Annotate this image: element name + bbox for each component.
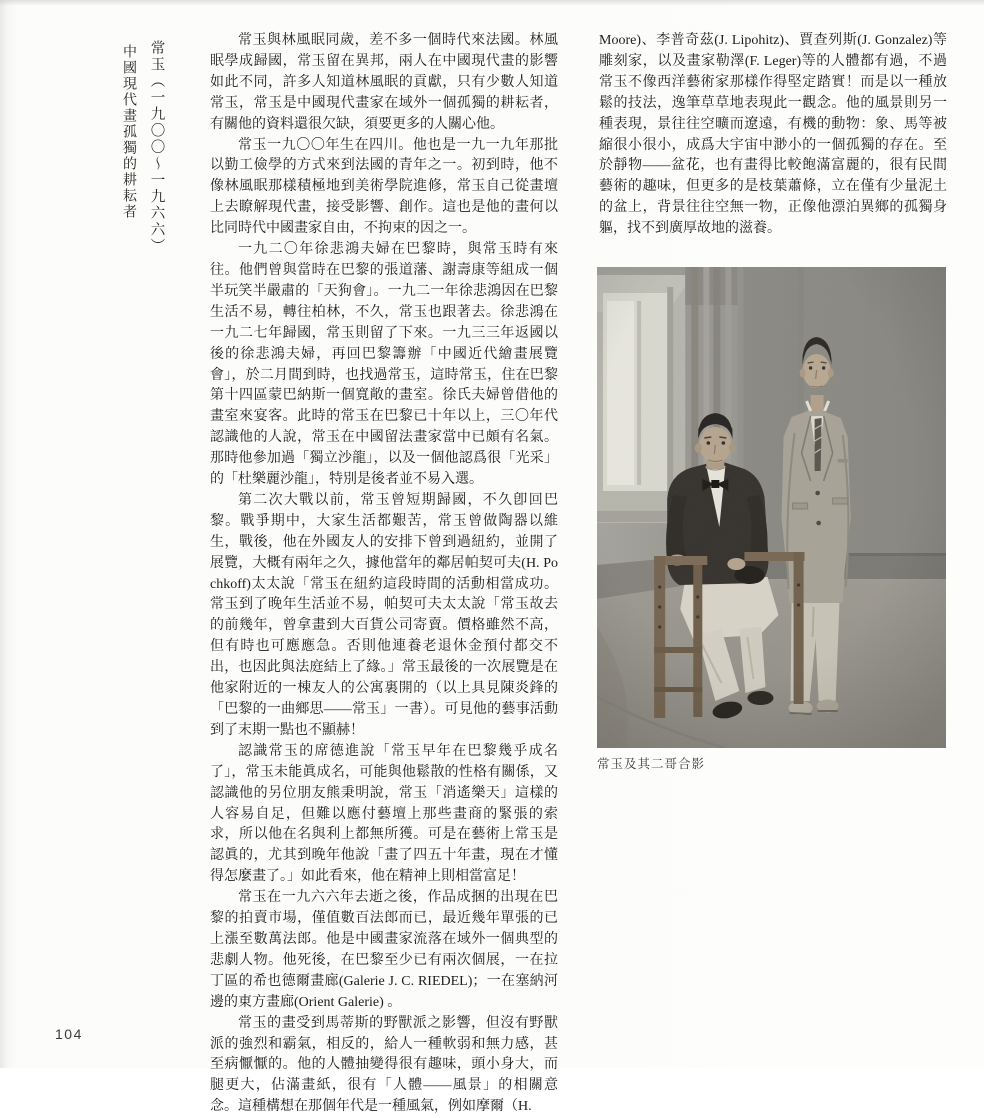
paragraph-3: 一九二〇年徐悲鴻夫婦在巴黎時，與常玉時有來往。他們曾與當時在巴黎的張道藩、謝壽康等組成一個半玩笑半嚴肅的「天狗會」。一九二一年徐悲鴻因在巴黎生活不易，轉往柏林，不久，常玉也跟著去。徐悲鴻在一九二七年歸國，常玉則留了下來。一九三三年返國以後的徐悲鴻夫婦，再回巴黎籌辦「中國近代繪畫展覽會」，於二月間到時，也找過常玉，這時常玉，住在巴黎第十四區蒙巴納斯一個寬敞的畫室。徐氏夫婦曾借他的畫室來宴客。此時的常玉在巴黎已十年以上，三〇年代認識他的人說，常玉在中國留法畫家當中已頗有名氣。那時他參加過「獨立沙龍」，以及一個他認爲很「光采」的「杜樂麗沙龍」，特別是後者並不易入選。 [210, 242, 558, 488]
photo-sanyu-and-brother [597, 267, 946, 748]
paragraph-7: 常玉的畫受到馬蒂斯的野獸派之影響，但沒有野獸派的強烈和霸氣，相反的，給人一種軟弱和無力感，甚至病懨懨的。他的人體抽變得很有趣味，頭小身大，而腿更大，佔滿畫紙，很有「人體——風景」的相關意念。這種構想在那個年代是一種風氣，例如摩爾（H. [210, 1015, 558, 1115]
paragraph-8-continuation: Moore)、李普奇茲(J. Lipohitz)、賈查列斯(J. Gonzalez)等雕刻家，以及畫家勒澤(F. Leger)等的人體都有過，不過常玉不像西洋藝術家那樣作得堅定踏實！而是以一種放鬆的技法，逸筆草草地表現此一觀念。他的風景則另一種表現，景往往空曠而遼遠，有機的動物：象、馬等被縮很小很小，成爲大宇宙中渺小的一個孤獨的存在。至於靜物——盆花，也有畫得比較飽滿富麗的，很有民間藝術的趣味，但更多的是枝葉蕭條，立在僅有少量泥土的盆上，背景往往空無一物，正像他漂泊異鄉的孤獨身軀，找不到廣厚故地的滋養。 [599, 33, 947, 237]
photo-caption: 常玉及其二哥合影 [597, 757, 706, 771]
right-text-column [599, 31, 947, 240]
paragraph-1: 常玉與林風眠同歲，差不多一個時代來法國。林風眠學成歸國，常玉留在異邦，兩人在中國現代畫的影響如此不同，許多人知道林風眠的貢獻，只有少數人知道常玉，常玉是中國現代畫家在域外一個孤獨的耕耘者，有關他的資料還很欠缺，須要更多的人關心他。 [210, 33, 558, 132]
paragraph-2: 常玉一九〇〇年生在四川。他也是一九一九年那批以勤工儉學的方式來到法國的青年之一。初到時，他不像林風眠那樣積極地到美術學院進修，常玉自己從畫壇上去瞭解現代畫，接受影響、創作。這也是他的畫何以比同時代中國畫家自由，不拘束的因之一。 [210, 137, 558, 237]
article-subtitle-vertical: 中國現代畫孤獨的耕耘者 [121, 44, 136, 220]
paragraph-4: 第二次大戰以前，常玉曾短期歸國，不久卽回巴黎。戰爭期中，大家生活都艱苦，常玉曾做陶器以維生，戰後，他在外國友人的安排下曾到過紐約，並開了展覽，大概有兩年之久，據他當年的鄰居帕契可夫(H. Pochkoff)太太說「常玉在紐約這段時間的活動相當成功。常玉到了晚年生活並不易，帕契可夫太太說「常玉故去的前幾年，曾拿畫到大百貨公司寄賣。價格雖然不高，但有時也可應應急。否則他連養老退休金預付都交不出，也因此與法庭結上了緣。」常玉最後的一次展覽是在他家附近的一棟友人的公寓裏開的（以上具見陳炎鋒的「巴黎的一曲鄉思——常玉」一書）。可見他的藝事活動到了末期一點也不顯赫！ [210, 492, 558, 738]
article-title-vertical: 常玉（一九〇〇～一九六六） [148, 40, 165, 255]
left-text-column [210, 31, 558, 1115]
figure-sanyu-photo [597, 267, 946, 772]
paragraph-6: 常玉在一九六六年去逝之後，作品成捆的出現在巴黎的拍賣市場，僅值數百法郎而已，最近幾年單張的已上漲至數萬法郎。他是中國畫家流落在域外一個典型的悲劇人物。他死後，在巴黎至少已有兩次個展，一在拉丁區的希也德爾畫廊(Galerie J. C. RIEDEL)；一在塞納河邊的東方畫廊(Orient Galerie) 。 [210, 890, 558, 1010]
paragraph-5: 認識常玉的席德進說「常玉早年在巴黎幾乎成名了」，常玉未能眞成名，可能與他鬆散的性格有關係，又認識他的另位朋友熊秉明說，常玉「消遙樂天」這樣的人容易自足，但難以應付藝壇上那些畫商的緊張的索求，所以他在名與利上都無所獲。可是在藝術上常玉是認眞的，尤其到晚年他說「畫了四五十年畫，現在才懂得怎麼畫了。」如此看來，他在精神上則相當富足！ [210, 743, 558, 885]
photo-grain [597, 267, 946, 748]
page-number: 104 [55, 1026, 83, 1042]
